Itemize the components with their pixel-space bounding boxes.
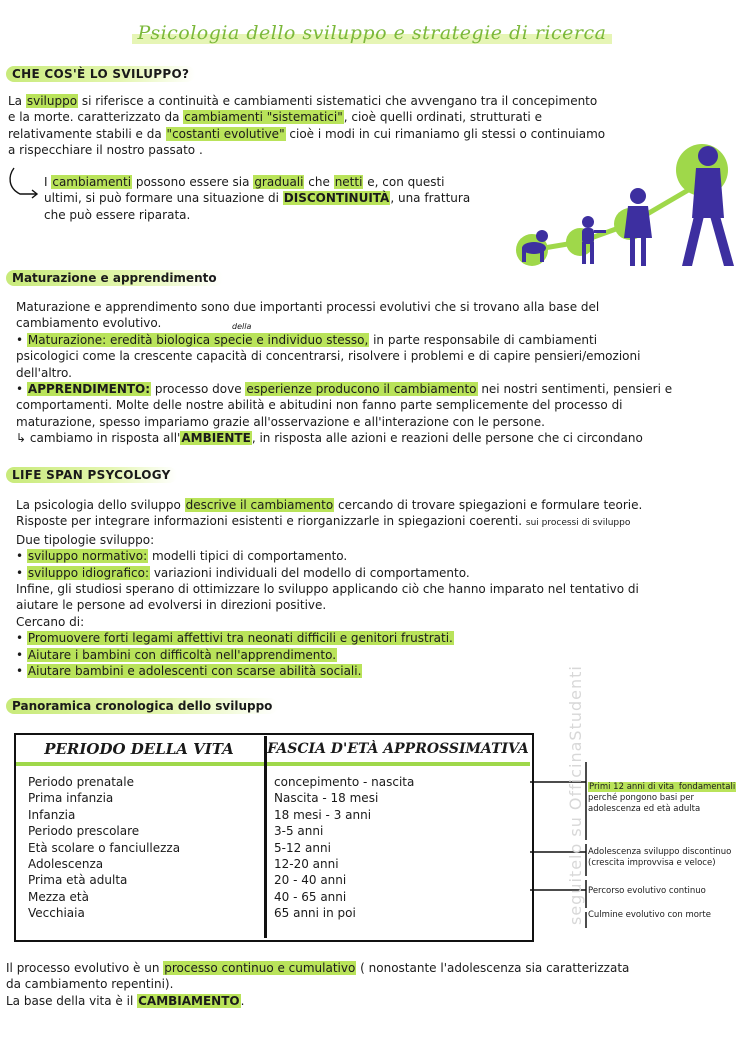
text-segment: a rispecchiare il nostro passato . bbox=[8, 143, 203, 158]
table-header-fascia: FASCIA D'ETÀ APPROSSIMATIVA bbox=[267, 741, 529, 757]
side-note-1 bbox=[588, 782, 738, 815]
table-header-divider bbox=[16, 762, 530, 766]
table-cell-period: Vecchiaia bbox=[28, 906, 85, 921]
text-segment: La bbox=[8, 94, 26, 108]
highlighted-text: sviluppo bbox=[26, 94, 78, 108]
text-segment: , cioè quelli ordinati, strutturati e bbox=[343, 110, 542, 125]
table-cell-period: Prima infanzia bbox=[28, 791, 114, 806]
table-cell-age: Nascita - 18 mesi bbox=[274, 791, 379, 806]
text-segment: • bbox=[16, 332, 27, 347]
text-segment: • bbox=[16, 664, 27, 679]
highlighted-text: Aiutare bambini e adolescenti con scarse abilità sociali. bbox=[27, 664, 362, 679]
text-segment: Risposte per integrare informazioni esistenti e riorganizzarle in spiegazioni coerenti. bbox=[16, 514, 526, 529]
text-segment: perché pongono basi per adolescenza ed età adulta bbox=[588, 793, 701, 814]
highlighted-text: Primi 12 anni di vita bbox=[589, 782, 675, 792]
text-segment: da cambiamento repentini). bbox=[6, 977, 174, 992]
table-cell-age: 18 mesi - 3 anni bbox=[274, 807, 372, 822]
text-segment: • bbox=[16, 565, 27, 580]
curved-arrow-icon bbox=[6, 164, 46, 204]
section-heading-life-span: LIFE SPAN PSYCOLOGY bbox=[6, 467, 177, 483]
text-segment: ultimi, si può formare una situazione di bbox=[44, 191, 283, 206]
page-title: Psicologia dello sviluppo e strategie di ricerca bbox=[0, 22, 744, 44]
text-segment: e la morte. caratterizzato da bbox=[8, 110, 184, 125]
small-note: sui processi di sviluppo bbox=[525, 518, 631, 529]
highlighted-text: Maturazione: eredità biologica specie e individuo stesso, bbox=[27, 332, 369, 347]
section-heading-maturazione: Maturazione e apprendimento bbox=[6, 270, 223, 286]
table-cell-period: Mezza età bbox=[28, 889, 89, 904]
text-segment: comportamenti. Molte delle nostre abilità e abitudini non fanno parte semplicemente del processo di bbox=[16, 398, 623, 413]
growth-illustration-icon bbox=[512, 142, 742, 276]
table-column-divider bbox=[264, 736, 267, 938]
highlighted-text: descrive il cambiamento bbox=[185, 498, 334, 512]
text-segment: Culmine evolutivo con morte bbox=[588, 910, 711, 920]
highlighted-text: graduali bbox=[254, 175, 304, 189]
table-cell-age: 12-20 anni bbox=[274, 857, 339, 872]
highlighted-text: sviluppo normativo: bbox=[27, 549, 148, 564]
text-segment: • bbox=[16, 631, 27, 646]
table-cell-age: 5-12 anni bbox=[274, 840, 331, 855]
table-cell-period: Prima età adulta bbox=[28, 873, 128, 888]
text-segment: ↳ cambiamo in risposta all' bbox=[16, 431, 181, 446]
table-cell-period: Età scolare o fanciullezza bbox=[28, 840, 181, 855]
handwritten-note: della bbox=[232, 322, 252, 331]
highlighted-text: Aiutare i bambini con difficoltà nell'apprendimento. bbox=[27, 647, 337, 662]
table-cell-period: Periodo prenatale bbox=[28, 775, 134, 789]
text-segment: Cercano di: bbox=[16, 614, 85, 629]
text-segment: e, con questi bbox=[363, 175, 445, 189]
text-segment: La base della vita è il bbox=[6, 993, 138, 1008]
table-cell-period: Adolescenza bbox=[28, 857, 104, 872]
paragraph-cambiamenti bbox=[44, 174, 514, 223]
highlighted-keyword: DISCONTINUITÀ bbox=[283, 191, 390, 206]
text-segment: cambiamento evolutivo. bbox=[16, 316, 162, 331]
table-cell-age: 65 anni in poi bbox=[274, 906, 356, 921]
text-segment: I bbox=[44, 175, 52, 189]
highlighted-text: sviluppo idiografico: bbox=[27, 565, 149, 580]
highlighted-text: esperienze producono il cambiamento bbox=[246, 382, 477, 397]
side-note-2 bbox=[588, 847, 738, 869]
paragraph-maturazione bbox=[16, 299, 736, 447]
text-segment: • bbox=[16, 647, 27, 662]
text-segment: psicologici come la crescente capacità di concentrarsi, risolvere i problemi e di capire pensieri/emozioni bbox=[16, 349, 641, 364]
side-note-3 bbox=[588, 886, 738, 897]
paragraph-life-span bbox=[16, 497, 738, 679]
highlighted-text: cambiamenti "sistematici" bbox=[184, 110, 343, 125]
table-cell-period: Periodo prescolare bbox=[28, 824, 140, 839]
text-segment: in parte responsabile di cambiamenti bbox=[369, 332, 598, 347]
text-segment: ( nonostante l'adolescenza sia caratterizzata bbox=[356, 961, 630, 975]
text-segment: nei nostri sentimenti, pensieri e bbox=[477, 382, 673, 397]
table-header-periodo: PERIODO DELLA VITA bbox=[44, 740, 234, 758]
highlighted-keyword: AMBIENTE bbox=[181, 431, 251, 446]
side-note-4 bbox=[588, 910, 738, 921]
table-cell-age: 40 - 65 anni bbox=[274, 889, 347, 904]
table-cell-age: concepimento - nascita bbox=[274, 775, 415, 789]
table-column-periodi bbox=[28, 774, 180, 922]
text-segment: • bbox=[16, 382, 27, 397]
text-segment: • bbox=[16, 549, 27, 564]
table-cell-age: 20 - 40 anni bbox=[274, 873, 347, 888]
text-segment: relativamente stabili e da bbox=[8, 126, 166, 141]
paragraph-conclusione bbox=[6, 960, 738, 1009]
section-heading-sviluppo: CHE COS'È LO SVILUPPO? bbox=[6, 66, 195, 82]
text-segment: Maturazione e apprendimento sono due importanti processi evolutivi che si trovano alla base del bbox=[16, 300, 600, 314]
text-segment: che bbox=[304, 175, 334, 189]
text-segment: possono essere sia bbox=[132, 175, 254, 189]
text-segment: maturazione, spesso impariamo grazie all'osservazione e all'interazione con le persone. bbox=[16, 414, 545, 429]
text-segment: Il processo evolutivo è un bbox=[6, 961, 164, 975]
text-segment: Adolescenza sviluppo discontinuo (crescita improvvisa e veloce) bbox=[588, 847, 732, 868]
highlighted-text: processo continuo e cumulativo bbox=[164, 961, 356, 975]
text-segment: Infine, gli studiosi sperano di ottimizzare lo sviluppo applicando ciò che hanno imparato nel tentativo di bbox=[16, 582, 639, 597]
text-segment: dell'altro. bbox=[16, 365, 72, 380]
section-heading-panoramica: Panoramica cronologica dello sviluppo bbox=[6, 698, 278, 714]
text-segment: processo dove bbox=[151, 382, 246, 397]
text-segment: cercando di trovare spiegazioni e formulare teorie. bbox=[334, 498, 643, 512]
table-cell-period: Infanzia bbox=[28, 807, 76, 822]
text-segment: si riferisce a continuità e cambiamenti sistematici che avvengano tra il concepimento bbox=[78, 94, 598, 108]
watermark: seguitelo su OfficinaStudenti bbox=[566, 665, 585, 925]
highlighted-text: fondamentali bbox=[676, 782, 736, 792]
table-column-eta bbox=[274, 774, 414, 922]
highlighted-text: netti bbox=[334, 175, 363, 189]
text-segment: Due tipologie sviluppo: bbox=[16, 532, 155, 547]
table-cell-age: 3-5 anni bbox=[274, 824, 324, 839]
text-segment: cioè i modi in cui rimaniamo gli stessi o continuiamo bbox=[285, 126, 606, 141]
text-segment: , in risposta alle azioni e reazioni delle persone che ci circondano bbox=[251, 431, 643, 446]
highlighted-keyword: APPRENDIMENTO: bbox=[27, 382, 151, 397]
text-segment: , una frattura bbox=[390, 191, 471, 206]
text-segment: Percorso evolutivo continuo bbox=[588, 886, 706, 896]
highlighted-text: "costanti evolutive" bbox=[166, 126, 285, 141]
text-segment: variazioni individuali del modello di comportamento. bbox=[150, 565, 470, 580]
text-segment: La psicologia dello sviluppo bbox=[16, 498, 185, 512]
text-segment: . bbox=[240, 993, 245, 1008]
highlighted-text: Promuovere forti legami affettivi tra neonati difficili e genitori frustrati. bbox=[27, 631, 453, 646]
text-segment: che può essere riparata. bbox=[44, 207, 191, 222]
highlighted-text: cambiamenti bbox=[52, 175, 132, 189]
text-segment: aiutare le persone ad evolversi in direzioni positive. bbox=[16, 598, 327, 613]
highlighted-keyword: CAMBIAMENTO bbox=[138, 993, 240, 1008]
text-segment: modelli tipici di comportamento. bbox=[148, 549, 348, 564]
